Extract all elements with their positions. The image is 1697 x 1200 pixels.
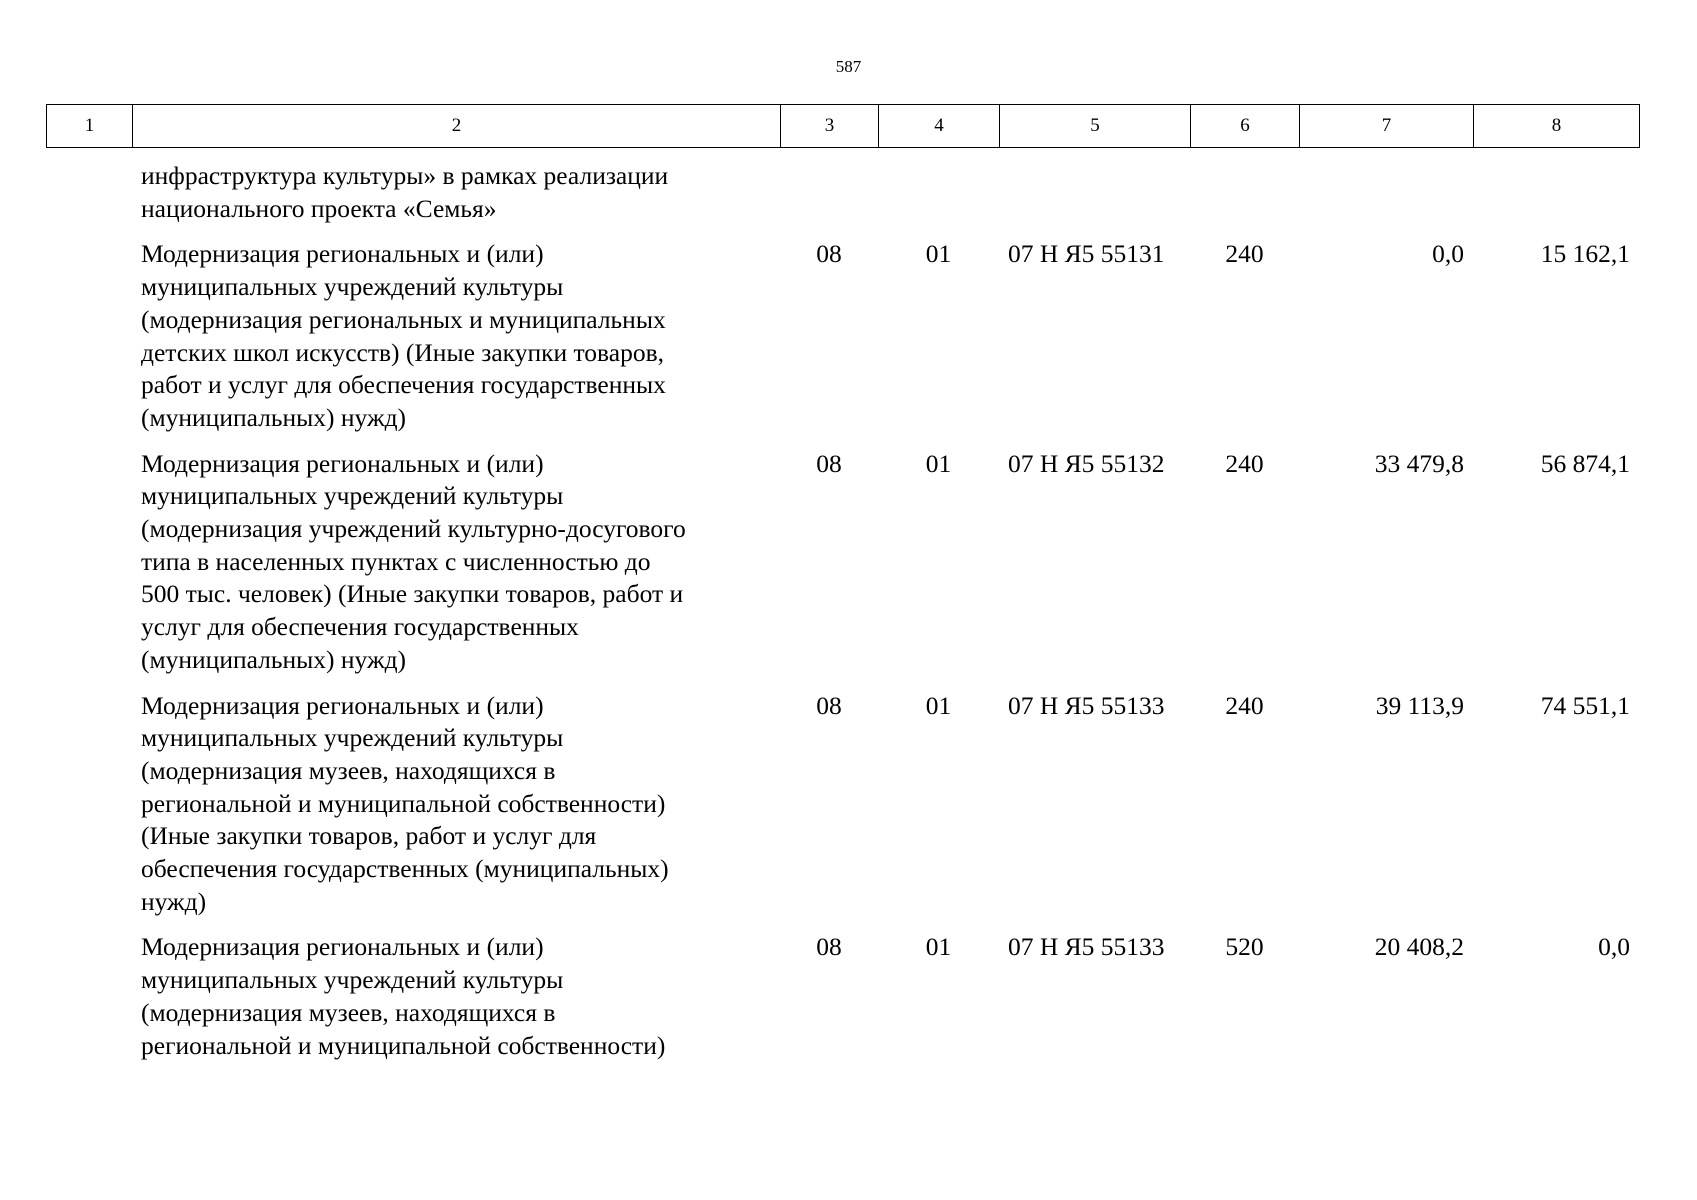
row-description — [132, 690, 780, 932]
column-header-6: 6 — [1191, 105, 1300, 148]
description-line: Модернизация региональных и (или) — [141, 932, 544, 962]
subsection-code: 01 — [925, 932, 952, 962]
amount-column-7: 0,0 — [1432, 239, 1464, 269]
column-header-2: 2 — [133, 105, 781, 148]
expense-type-code: 240 — [1225, 448, 1264, 478]
description-line: 500 тыс. человек) (Иные закупки товаров, работ и — [141, 579, 684, 609]
description-line: (Иные закупки товаров, работ и услуг для — [141, 821, 597, 851]
description-line: региональной и муниципальной собственности) — [141, 1030, 666, 1060]
description-line: (модернизация региональных и муниципальных — [141, 304, 666, 334]
column-header-4: 4 — [879, 105, 1000, 148]
budget-table-body — [46, 160, 1639, 1075]
section-code: 08 — [816, 239, 842, 269]
description-line: (модернизация учреждений культурно-досугового — [141, 514, 686, 544]
amount-column-8: 56 874,1 — [1540, 448, 1630, 478]
column-header-3: 3 — [781, 105, 879, 148]
section-code: 08 — [816, 932, 842, 962]
table-row — [46, 690, 1639, 932]
continuation-row — [46, 160, 1639, 238]
continuation-description — [132, 160, 780, 238]
row-description — [132, 238, 780, 447]
description-line: муниципальных учреждений культуры — [141, 272, 564, 302]
expense-type-code: 240 — [1225, 690, 1264, 720]
section-code: 08 — [816, 690, 842, 720]
table-row — [46, 238, 1639, 447]
expense-type-code: 520 — [1225, 932, 1264, 962]
column-header-table — [46, 104, 1640, 148]
subsection-code: 01 — [925, 239, 952, 269]
description-line: муниципальных учреждений культуры — [141, 723, 564, 753]
description-line: (муниципальных) нужд) — [141, 402, 407, 432]
description-line: (модернизация музеев, находящихся в — [141, 997, 556, 1027]
column-header-8: 8 — [1474, 105, 1640, 148]
description-line: национального проекта «Семья» — [141, 193, 497, 223]
subsection-code: 01 — [925, 690, 952, 720]
description-line: Модернизация региональных и (или) — [141, 448, 544, 478]
row-description — [132, 931, 780, 1075]
amount-column-7: 33 479,8 — [1374, 448, 1464, 478]
amount-column-8: 15 162,1 — [1540, 239, 1630, 269]
target-article-code: 07 Н Я5 55132 — [1008, 448, 1165, 478]
table-row — [46, 931, 1639, 1075]
description-line: Модернизация региональных и (или) — [141, 239, 544, 269]
subsection-code: 01 — [925, 448, 952, 478]
description-line: услуг для обеспечения государственных — [141, 612, 579, 642]
expense-type-code: 240 — [1225, 239, 1264, 269]
column-header-1: 1 — [47, 105, 133, 148]
description-line: работ и услуг для обеспечения государственных — [141, 370, 666, 400]
column-header-row — [47, 105, 1640, 148]
target-article-code: 07 Н Я5 55133 — [1008, 932, 1165, 962]
target-article-code: 07 Н Я5 55131 — [1008, 239, 1165, 269]
table-row — [46, 448, 1639, 690]
description-line: Модернизация региональных и (или) — [141, 690, 544, 720]
amount-column-8: 0,0 — [1598, 932, 1630, 962]
column-header-7: 7 — [1300, 105, 1474, 148]
page-number: 587 — [835, 57, 862, 76]
description-line: муниципальных учреждений культуры — [141, 481, 564, 511]
description-line: типа в населенных пунктах с численностью до — [141, 546, 651, 576]
amount-column-7: 20 408,2 — [1374, 932, 1464, 962]
row-description — [132, 448, 780, 690]
column-header-5: 5 — [1000, 105, 1191, 148]
amount-column-8: 74 551,1 — [1540, 690, 1630, 720]
description-line: (модернизация музеев, находящихся в — [141, 755, 556, 785]
description-line: (муниципальных) нужд) — [141, 644, 407, 674]
description-line: детских школ искусств) (Иные закупки товаров, — [141, 337, 664, 367]
description-line: обеспечения государственных (муниципальных) — [141, 854, 669, 884]
section-code: 08 — [816, 448, 842, 478]
description-line: региональной и муниципальной собственности) — [141, 788, 666, 818]
target-article-code: 07 Н Я5 55133 — [1008, 690, 1165, 720]
description-line: муниципальных учреждений культуры — [141, 965, 564, 995]
description-line: инфраструктура культуры» в рамках реализации — [141, 161, 669, 190]
description-line: нужд) — [141, 886, 207, 916]
amount-column-7: 39 113,9 — [1375, 690, 1464, 720]
